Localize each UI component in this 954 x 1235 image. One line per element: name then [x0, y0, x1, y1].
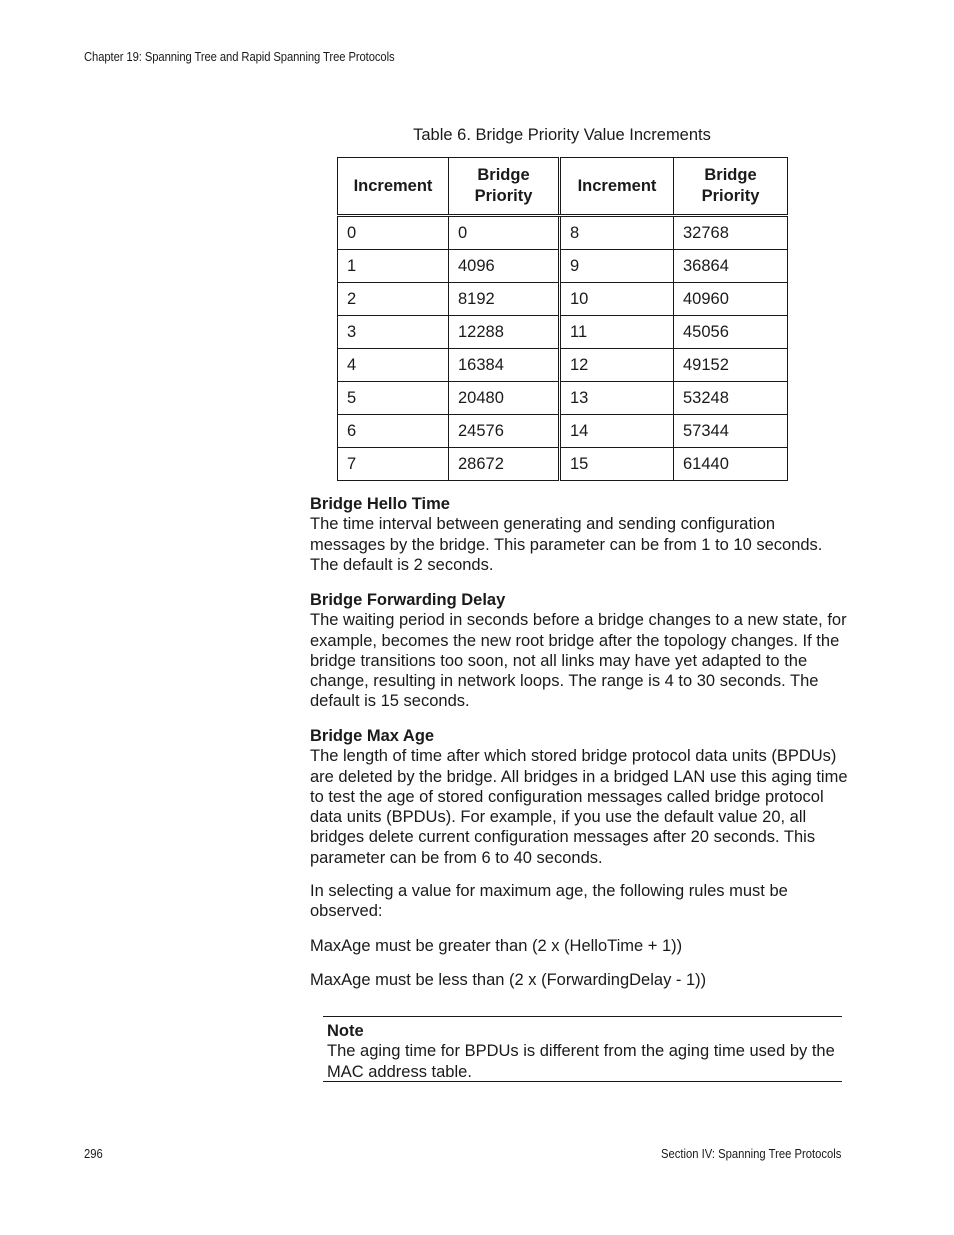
table-cell: 0: [449, 216, 560, 250]
table-row: [338, 283, 788, 316]
table-cell: 4096: [449, 250, 560, 283]
column-header-bridge-priority: Bridge Priority: [449, 158, 560, 216]
table-cell: 13: [560, 382, 674, 415]
table-cell: 5: [338, 382, 449, 415]
footer-section-title: Section IV: Spanning Tree Protocols: [660, 1147, 841, 1161]
page-number: 296: [84, 1147, 103, 1161]
column-header-bridge-priority: Bridge Priority: [674, 158, 788, 216]
table-row: [338, 382, 788, 415]
table-row: [338, 349, 788, 382]
paragraph-text: In selecting a value for maximum age, the following rules must be observed:: [310, 882, 788, 921]
note-title: Note: [327, 1022, 364, 1040]
table-cell: 4: [338, 349, 449, 382]
paragraph-text: MaxAge must be less than (2 x (ForwardingDelay - 1)): [310, 971, 707, 989]
table-cell: 8: [560, 216, 674, 250]
table-cell: 14: [560, 415, 674, 448]
table-cell: 12288: [449, 316, 560, 349]
paragraph-text: MaxAge must be greater than (2 x (HelloTime + 1)): [310, 937, 683, 955]
table-cell: 49152: [674, 349, 788, 382]
table-cell: 57344: [674, 415, 788, 448]
table-cell: 45056: [674, 316, 788, 349]
table-row: [338, 250, 788, 283]
table-cell: 36864: [674, 250, 788, 283]
table-cell: 61440: [674, 448, 788, 481]
section-bridge-hello-time: [310, 494, 850, 575]
table-cell: 15: [560, 448, 674, 481]
section-heading: Bridge Hello Time: [310, 495, 450, 513]
rules-intro-paragraph: [310, 881, 850, 922]
section-bridge-max-age: [310, 726, 850, 868]
column-header-increment: Increment: [338, 158, 449, 216]
note-box: [323, 1016, 842, 1082]
table-cell: 2: [338, 283, 449, 316]
table-header-row: [338, 158, 788, 216]
table-row: [338, 448, 788, 481]
section-text: The length of time after which stored bridge protocol data units (BPDUs) are deleted by the bridge. All bridges in a bridged LAN use this aging time to test the age of stored configuration messages called bridge protocol data units (BPDUs). For example, if you use the default value 20, all bridges delete current configuration messages after 20 seconds. This parameter can be from 6 to 40 seconds.: [310, 747, 848, 867]
section-heading: Bridge Forwarding Delay: [310, 591, 506, 609]
table-row: [338, 316, 788, 349]
section-heading: Bridge Max Age: [310, 727, 435, 745]
table-cell: 24576: [449, 415, 560, 448]
table-row: [338, 415, 788, 448]
section-text: The time interval between generating and sending configuration messages by the bridge. This parameter can be from 1 to 10 seconds. The default is 2 seconds.: [310, 515, 823, 574]
table-caption: Table 6. Bridge Priority Value Increments: [413, 126, 711, 144]
table-cell: 0: [338, 216, 449, 250]
table-cell: 28672: [449, 448, 560, 481]
table-cell: 6: [338, 415, 449, 448]
note-text: The aging time for BPDUs is different from the aging time used by the MAC address table.: [327, 1042, 835, 1081]
table-cell: 40960: [674, 283, 788, 316]
table-cell: 11: [560, 316, 674, 349]
column-header-increment: Increment: [560, 158, 674, 216]
table-cell: 20480: [449, 382, 560, 415]
rule-1-paragraph: [310, 936, 850, 956]
running-head: Chapter 19: Spanning Tree and Rapid Spanning Tree Protocols: [84, 50, 395, 64]
table-cell: 12: [560, 349, 674, 382]
section-text: The waiting period in seconds before a bridge changes to a new state, for example, becomes the new root bridge after the topology changes. If the bridge transitions too soon, not all links may have yet adapted to the change, resulting in network loops. The range is 4 to 30 seconds. The default is 15 seconds.: [310, 611, 847, 711]
table-cell: 3: [338, 316, 449, 349]
table-cell: 7: [338, 448, 449, 481]
table-row: [338, 216, 788, 250]
table-cell: 32768: [674, 216, 788, 250]
table-cell: 8192: [449, 283, 560, 316]
bridge-priority-table: [337, 157, 788, 481]
rule-2-paragraph: [310, 970, 850, 990]
table-cell: 10: [560, 283, 674, 316]
table-cell: 1: [338, 250, 449, 283]
table-cell: 16384: [449, 349, 560, 382]
section-bridge-forwarding-delay: [310, 590, 850, 712]
table-cell: 53248: [674, 382, 788, 415]
table-cell: 9: [560, 250, 674, 283]
